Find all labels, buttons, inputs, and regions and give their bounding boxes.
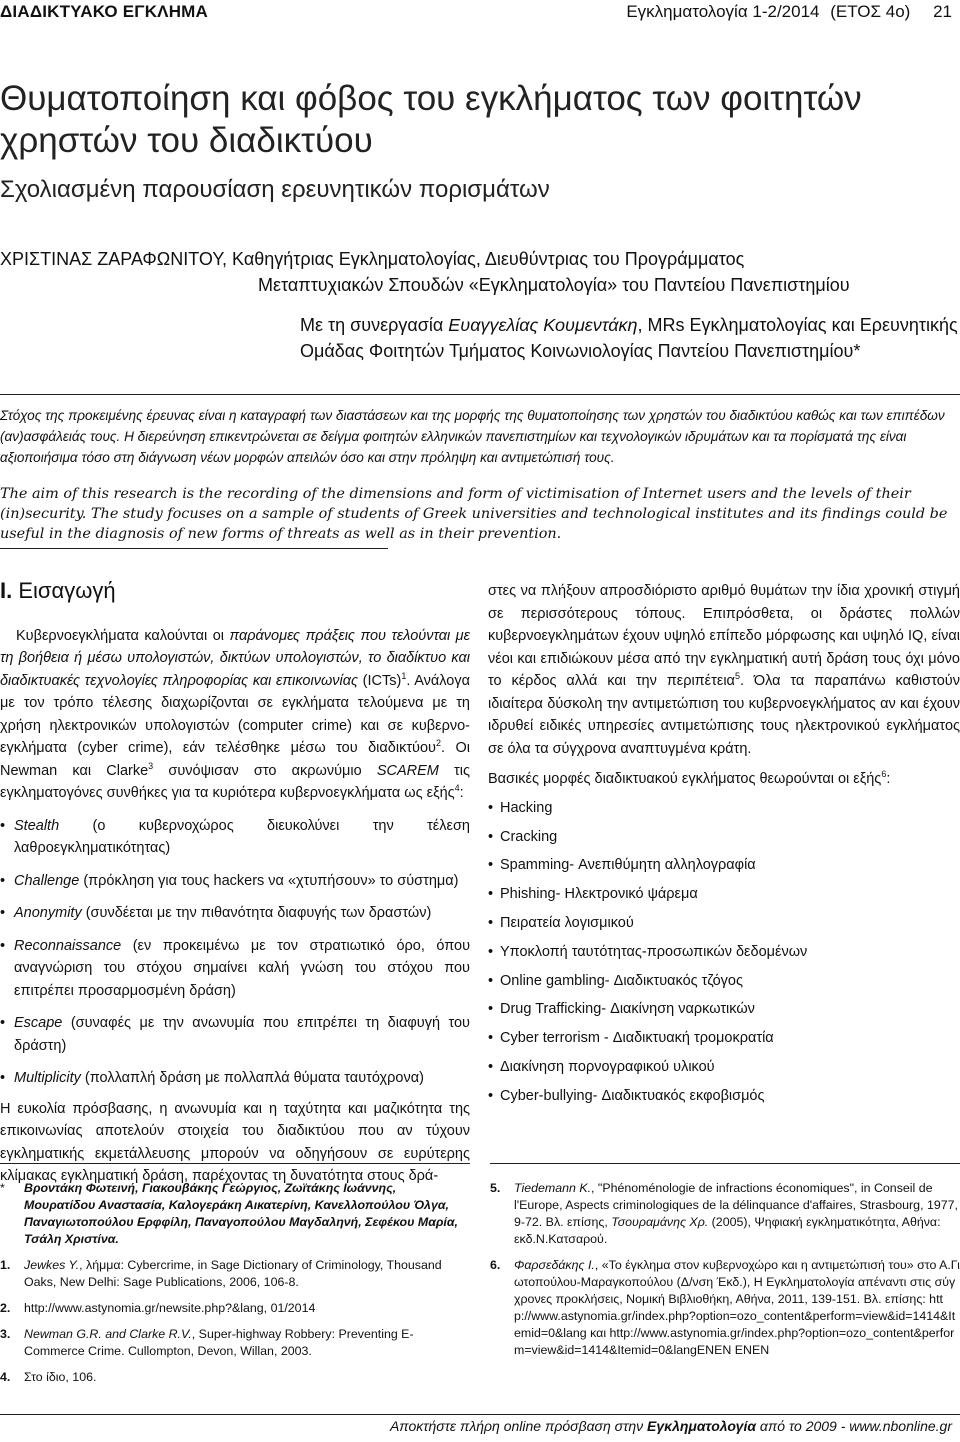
footnote-4 <box>0 1369 470 1386</box>
footer-journal-name: Εγκληματολογία <box>647 1418 757 1434</box>
footnote-number: 6. <box>490 1258 501 1272</box>
text-run: Βασικές μορφές διαδικτυακού εγκλήματος θεωρούνται οι εξής <box>488 771 882 787</box>
paragraph-ease-of-access: Η ευκολία πρόσβασης, η ανωνυμία και η ταχύτητα και μαζικότητα της επικοινωνίας αποτελούν στοιχεία του διαδικτύου που αν τύχουν εγκληματικής εκμετάλλευσης μπορούν να οδηγήσουν σε ευρύτερης κλίμακας εγκληματική δράση, παρέχοντας τη δυνατότητα στους δρά- <box>0 1100 470 1184</box>
text-run: . Οι Newman και Clarke <box>0 740 470 779</box>
collaboration-note <box>300 312 960 364</box>
body-column-left <box>0 580 470 1188</box>
abstract-english: The aim of this research is the recording of the dimensions and form of victimisation of Internet users and the levels of their (in)security. The study focuses on a sample of students of Greek universities and technological institutes and its findings could be useful in the diagnosis of new forms of threats as well as in their prevention. <box>0 486 948 542</box>
footer-divider <box>0 1414 960 1415</box>
text-run: συνόψισαν στο ακρωνύμιο <box>153 762 377 779</box>
footnotes-left <box>0 1180 470 1395</box>
journal-issue: Εγκληματολογία 1-2/2014 <box>626 2 820 21</box>
footnote-ref: 6 <box>881 769 887 780</box>
footer-link-text[interactable]: από το 2009 - www.nbonline.gr <box>756 1418 952 1434</box>
page-number: 21 <box>933 2 952 21</box>
list-item: • Drug Trafficking- Διακίνηση ναρκωτικών <box>488 998 960 1021</box>
footnote-ref: 2 <box>435 738 441 749</box>
text-run-italic: παράνομες πράξεις που τελούνται με τη βοήθεια ή μέσω υπολογιστών, δικτύων υπολογιστών, το διαδίκτυο και διαδικτυακές τεχνολογίες πληροφορίας και επικοινωνίας <box>0 627 470 689</box>
footnote-ref: 5 <box>734 671 740 682</box>
footnote-text: http://www.astynomia.gr/newsite.php?&lang, 01/2014 <box>24 1301 316 1315</box>
text-run: : <box>459 785 464 801</box>
divider <box>0 394 960 395</box>
footnote-author: Tiedemann K. <box>514 1181 592 1195</box>
footer-text: Αποκτήστε πλήρη online πρόσβαση στην <box>389 1418 648 1434</box>
footnote-ref: 1 <box>401 670 407 681</box>
footnote-star <box>0 1180 470 1248</box>
footnote-author: Newman G.R. and Clarke R.V. <box>24 1327 192 1341</box>
list-item: • Stealth (ο κυβερνοχώρος διευκολύνει την τέλεση λαθροεγκληματικότητας) <box>0 815 470 860</box>
footnote-text: Βροντάκη Φωτεινή, Γιακουβάκης Γεώργιος, Ζωϊτάκης Ιωάννης, Μουρατίδου Αναστασία, Καλογεράκη Αικατερίνη, Κανελλοπούλου Όλγα, Παναγιωτοπούλου Ερφφίλη, Παναγοπούλου Μαγδαληνή, Σεφέκου Μαρία, Τσάλη Χριστίνα. <box>24 1181 458 1246</box>
section-number: Ι. <box>0 578 13 603</box>
list-item: • Διακίνηση πορνογραφικού υλικού <box>488 1056 960 1079</box>
footnote-number: 1. <box>0 1258 11 1272</box>
author-block <box>0 246 960 298</box>
list-item: • Online gambling- Διαδικτυακός τζόγος <box>488 970 960 993</box>
list-item: • Multiplicity (πολλαπλή δράση με πολλαπλά θύματα ταυτόχρονα) <box>0 1067 470 1090</box>
footnote-text: , λήμμα: Cybercrime, in Sage Dictionary of Criminology, Thousand Oaks, New Delhi: Sage Publications, 2006, 106-8. <box>24 1258 442 1289</box>
footnote-divider <box>490 1163 960 1164</box>
list-item: • Cracking <box>488 826 960 849</box>
footnote-number: 5. <box>490 1181 501 1195</box>
footnote-ref: 3 <box>148 760 154 771</box>
journal-year: (ΕΤΟΣ 4ο) <box>830 2 911 21</box>
footnote-number: 2. <box>0 1301 11 1315</box>
list-item: • Phishing- Ηλεκτρονικό ψάρεμα <box>488 883 960 906</box>
article-title: Θυματοποίηση και φόβος του εγκλήματος των φοιτητών χρηστών του διαδικτύου <box>0 79 862 160</box>
footnote-1 <box>0 1257 470 1291</box>
article-subtitle: Σχολιασμένη παρουσίαση ερευνητικών πορισμάτων <box>0 176 550 203</box>
list-item: • Spamming- Ανεπιθύμητη αλληλογραφία <box>488 854 960 877</box>
list-item: • Cyber terrorism - Διαδικτυακή τρομοκρατία <box>488 1027 960 1050</box>
list-item: • Hacking <box>488 797 960 820</box>
text-run: . Όλα τα παραπάνω καθιστούν ιδιαίτερα δύσκολη την αντιμετώπιση του κυβερνοεγκλήματος αν και έχουν ιδρυθεί ειδικές υπηρεσίες αντιμετώπισης τους ηλεκτρονικού εγκλήματος σε όλα τα σύγχρονα αναπτυγμένα κράτη. <box>488 673 960 757</box>
collab-suffix: , MRs Εγκληματολογίας και Ερευνητικής Ομάδας Φοιτητών Τμήματος Κοινωνιολογίας Παντείου Πανεπιστημίου* <box>300 315 958 361</box>
footnote-6 <box>490 1257 960 1359</box>
list-item: • Cyber-bullying- Διαδικτυακός εκφοβισμός <box>488 1085 960 1108</box>
crime-forms-list <box>488 797 960 1107</box>
text-run: : <box>886 771 891 787</box>
text-run: τις εγκληματογόνες συνθήκες για τα κυριότερα κυβερνοεγκλήματα ως εξής <box>0 762 470 801</box>
text-run: στες να πλήξουν απροσδιόριστο αριθμό θυμάτων την ίδια χρονική στιγμή σε περισσότερους τόπους. Επιπρόσθετα, οι δράστες πολλών κυβερνοεγκλημάτων έχουν υψηλό επίπεδο μόρφωσης και υψηλό IQ, είναι νέοι και επιδιώκουν μέσα από την εγκληματική αυτή δράση τους όχι μόνο το κέρδος αλλά και την περιπέτεια <box>488 583 960 689</box>
footnote-marker: * <box>0 1181 5 1195</box>
list-item: • Challenge (πρόκληση για τους hackers να «χτυπήσουν» το σύστημα) <box>0 870 470 893</box>
footnote-text: , «Το έγκλημα στον κυβερνοχώρο και η αντιμετώπισή του» στο Α.Γιωτοπούλου-Μαραγκοπούλου (Δ/νση Έκδ.), Η Εγκληματολογία απέναντι στις σύγχρονες προκλήσεις, Νομική Βιβλιοθήκη, Αθήνα, 2011, 139-151. Βλ. επίσης: http://www.astynomia.gr/index.php?option=ozo_content&perform=view&id=1414&Itemid=0&lang και http://www.astynomia.gr/index.php?option=ozo_content&perform=view&id=1414&Itemid=0&langENEN ENEN <box>514 1258 960 1357</box>
scarem-list <box>0 815 470 1090</box>
text-run-italic: SCAREM <box>376 762 439 779</box>
text-run: (ICTs) <box>358 672 402 689</box>
paragraph-definition <box>0 625 470 805</box>
footnote-number: 4. <box>0 1370 11 1384</box>
running-header-journal <box>620 2 952 22</box>
footnotes-right <box>490 1180 960 1368</box>
footnote-author: Φαρσεδάκης Ι. <box>514 1258 595 1272</box>
author-line-2: Μεταπτυχιακών Σπουδών «Εγκληματολογία» του Παντείου Πανεπιστημίου <box>258 275 850 295</box>
list-item: • Reconnaissance (εν προκειμένω με τον στρατιωτικό όρο, όπου αναγνώριση του στόχου σημαίνει καλή γνώση του στόχου που επιτρέπει προσαρμοσμένη δράση) <box>0 935 470 1003</box>
footnote-2 <box>0 1300 470 1317</box>
section-heading <box>0 580 470 603</box>
paragraph-perpetrators <box>488 580 960 760</box>
paragraph-forms-intro <box>488 768 960 791</box>
footnote-text: (2005), Ψηφιακή εγκληματικότητα, Αθήνα: εκδ.Ν.Κατσαρού. <box>514 1215 941 1246</box>
text-run: . Ανάλογα με τον τρόπο τέλεσης διαχωρίζονται σε εγκλήματα τελούμενα με τη χρήση ηλεκτρονικών υπολογιστών (computer crime) και σε κυβερνο-εγκλήματα (cyber crime), εάν τελέσθηκε μέσω του διαδικτύου <box>0 672 470 756</box>
section-title-text: Εισαγωγή <box>18 578 116 603</box>
author-line-1: ΧΡΙΣΤΙΝΑΣ ΖΑΡΑΦΩΝΙΤΟΥ, Καθηγήτριας Εγκληματολογίας, Διευθύντριας του Προγράμματος <box>0 249 745 269</box>
abstract-greek: Στόχος της προκειμένης έρευνας είναι η καταγραφή των διαστάσεων και της μορφής της θυματοποίησης των χρηστών του διαδικτύου καθώς και των επιπέδων (αν)ασφάλειάς τους. Η διερεύνηση επικεντρώνεται σε δείγμα φοιτητών ελληνικών πανεπιστημίων και τεχνολογικών ιδρυμάτων και τα πορίσματά της είναι αξιοποιήσιμα τόσο στη διάγνωση νέων μορφών απειλών όσο και στην πρόληψη και αντιμετώπισή τους. <box>0 408 945 465</box>
footnote-author: Τσουραμάνης Χρ. <box>611 1215 709 1229</box>
footnote-divider <box>0 1163 470 1164</box>
list-item: • Πειρατεία λογισμικού <box>488 912 960 935</box>
list-item: • Anonymity (συνδέεται με την πιθανότητα διαφυγής των δραστών) <box>0 902 470 925</box>
footnote-text: , "Phénoménologie de infractions économiques", in Conseil de l'Europe, Aspects criminologiques de la délinquance d'affaires, Strasbourg, 1977, 9-72. Βλ. επίσης, <box>514 1181 958 1229</box>
list-item: • Escape (συναφές με την ανωνυμία που επιτρέπει τη διαφυγή του δράστη) <box>0 1012 470 1057</box>
page-footer <box>390 1418 952 1434</box>
footnote-text: Στο ίδιο, 106. <box>24 1370 97 1384</box>
footnote-number: 3. <box>0 1327 11 1341</box>
list-item: • Υποκλοπή ταυτότητας-προσωπικών δεδομένων <box>488 941 960 964</box>
footnote-3 <box>0 1326 470 1360</box>
footnote-5 <box>490 1180 960 1248</box>
footnote-ref: 4 <box>454 783 460 794</box>
footnote-author: Jewkes Y. <box>24 1258 80 1272</box>
collab-name: Ευαγγελίας Κουμεντάκη <box>448 315 638 335</box>
footnote-text: , Super-highway Robbery: Preventing E-Commerce Crime. Cullompton, Devon, Willan, 2003. <box>24 1327 414 1358</box>
divider <box>0 548 388 549</box>
running-header-section: ΔΙΑΔΙΚΤΥΑΚΟ ΕΓΚΛΗΜΑ <box>0 2 209 21</box>
collab-prefix: Με τη συνεργασία <box>300 315 444 335</box>
text-run: Κυβερνοεγκλήματα καλούνται οι <box>16 627 230 644</box>
body-column-right <box>488 580 960 1107</box>
